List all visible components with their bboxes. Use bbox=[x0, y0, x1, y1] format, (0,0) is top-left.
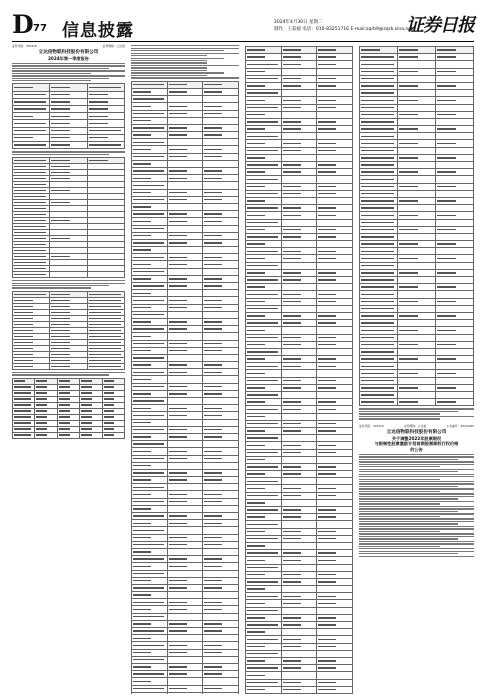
data-table bbox=[131, 81, 239, 694]
column-1 bbox=[12, 44, 125, 694]
section-letter: D bbox=[12, 10, 34, 39]
data-table bbox=[12, 157, 125, 278]
text-block bbox=[12, 151, 125, 155]
security-code-line bbox=[12, 44, 125, 48]
security-code-line bbox=[359, 424, 474, 428]
security-code: 证券代码：301316 bbox=[12, 44, 37, 48]
text-block bbox=[12, 280, 125, 289]
text-block bbox=[12, 63, 125, 82]
masthead bbox=[12, 10, 474, 41]
editor-contact: 制作：王茹媛 电话：010-83251716 E-mail:zqrb9@zqrb.sina.net bbox=[274, 27, 413, 32]
data-table bbox=[245, 46, 353, 694]
text-block bbox=[131, 45, 239, 79]
security-abbr: 证券简称：立达信 bbox=[102, 44, 125, 48]
newspaper-logo-icon: 证券日报 bbox=[406, 15, 474, 36]
section-number: 77 bbox=[33, 23, 47, 34]
data-table bbox=[12, 378, 125, 439]
security-code: 证券代码：301316 bbox=[359, 423, 384, 428]
masthead-rule bbox=[12, 41, 474, 42]
data-table bbox=[12, 83, 125, 149]
data-table bbox=[12, 291, 125, 370]
column-4 bbox=[359, 44, 474, 694]
notice-title-line-2: 与限制性股票激励计划首期股票期权行权价格 bbox=[374, 441, 459, 447]
column-2 bbox=[131, 44, 239, 694]
text-block bbox=[359, 454, 474, 557]
data-table bbox=[359, 46, 474, 406]
security-abbr: 证券简称：立达信 bbox=[403, 423, 427, 428]
report-title: 2024年第一季度报告 bbox=[48, 56, 89, 61]
notice-number: 公告编号：2024-025 bbox=[446, 423, 474, 428]
notice-title-line-3: 的公告 bbox=[410, 446, 423, 452]
issue-date: 2024年4月30日 星期二 bbox=[274, 20, 323, 25]
column-3 bbox=[245, 44, 353, 694]
notice-title-line-1: 关于调整2022年股票期权 bbox=[391, 435, 442, 441]
text-block bbox=[359, 408, 474, 419]
section-title: 信息披露 bbox=[62, 21, 134, 41]
company-name: 立达信物联科技股份有限公司 bbox=[386, 429, 447, 435]
company-name: 立达信物联科技股份有限公司 bbox=[38, 50, 99, 55]
text-block bbox=[12, 372, 125, 376]
